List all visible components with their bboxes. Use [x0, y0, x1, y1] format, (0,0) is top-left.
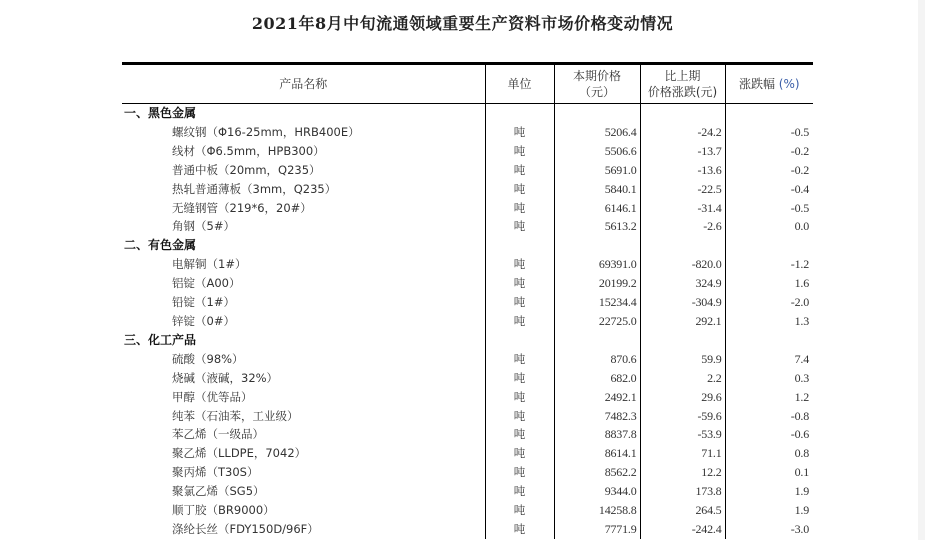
change-percent: 7.4 [725, 350, 813, 369]
change-percent: 0.1 [725, 463, 813, 482]
section-heading: 一、黑色金属 [124, 106, 197, 120]
current-price: 8837.8 [554, 425, 640, 444]
unit: 吨 [485, 407, 554, 426]
table-row [122, 388, 813, 407]
header-change-percent-label: 涨跌幅 [738, 77, 779, 91]
empty-cell [485, 331, 554, 350]
unit: 吨 [485, 123, 554, 142]
header-current-price-line1: 本期价格 [572, 69, 621, 83]
unit: 吨 [485, 350, 554, 369]
empty-cell [554, 236, 640, 255]
price-change: -13.6 [640, 161, 725, 180]
product-name: 螺纹钢（Φ16-25mm，HRB400E） [172, 124, 360, 139]
change-percent: -1.2 [725, 255, 813, 274]
current-price: 5506.6 [554, 142, 640, 161]
change-percent: 1.6 [725, 274, 813, 293]
table-row [122, 463, 813, 482]
product-name: 铅锭（1#） [172, 295, 235, 310]
unit: 吨 [485, 293, 554, 312]
unit: 吨 [485, 199, 554, 218]
unit: 吨 [485, 520, 554, 539]
product-name: 锌锭（0#） [172, 313, 235, 328]
current-price: 5691.0 [554, 161, 640, 180]
price-change: 71.1 [640, 444, 725, 463]
current-price: 20199.2 [554, 274, 640, 293]
current-price: 7482.3 [554, 407, 640, 426]
empty-cell [485, 236, 554, 255]
change-percent: -0.8 [725, 407, 813, 426]
current-price: 22725.0 [554, 312, 640, 331]
section-row [122, 236, 813, 255]
section-row [122, 104, 813, 123]
unit: 吨 [485, 255, 554, 274]
current-price: 5840.1 [554, 180, 640, 199]
price-change: 173.8 [640, 482, 725, 501]
price-change: 12.2 [640, 463, 725, 482]
price-change: -2.6 [640, 217, 725, 236]
price-change: -59.6 [640, 407, 725, 426]
empty-cell [725, 236, 813, 255]
empty-cell [640, 331, 725, 350]
table-row [122, 312, 813, 331]
product-name: 甲醇（优等品） [172, 389, 253, 404]
change-percent: -0.5 [725, 199, 813, 218]
price-change: 292.1 [640, 312, 725, 331]
current-price: 9344.0 [554, 482, 640, 501]
product-name: 电解铜（1#） [172, 257, 247, 272]
change-percent: 1.3 [725, 312, 813, 331]
page-title: 2021年8月中旬流通领域重要生产资料市场价格变动情况 [251, 14, 674, 33]
change-percent: -0.4 [725, 180, 813, 199]
current-price: 14258.8 [554, 501, 640, 520]
unit: 吨 [485, 501, 554, 520]
current-price: 8614.1 [554, 444, 640, 463]
price-change: 2.2 [640, 369, 725, 388]
unit: 吨 [485, 444, 554, 463]
price-change: 29.6 [640, 388, 725, 407]
unit: 吨 [485, 217, 554, 236]
empty-cell [725, 331, 813, 350]
table-row [122, 217, 813, 236]
change-percent: 1.2 [725, 388, 813, 407]
header-price-change-line1: 比上期 [664, 69, 701, 83]
price-change: -24.2 [640, 123, 725, 142]
empty-cell [554, 104, 640, 123]
table-row [122, 161, 813, 180]
header-change-percent [725, 64, 813, 104]
page-edge [918, 0, 925, 540]
price-change: -304.9 [640, 293, 725, 312]
unit: 吨 [485, 161, 554, 180]
change-percent: 1.9 [725, 501, 813, 520]
current-price: 5206.4 [554, 123, 640, 142]
change-percent: -0.2 [725, 142, 813, 161]
current-price: 8562.2 [554, 463, 640, 482]
empty-cell [725, 104, 813, 123]
unit: 吨 [485, 142, 554, 161]
table-row [122, 293, 813, 312]
change-percent: 0.8 [725, 444, 813, 463]
unit: 吨 [485, 482, 554, 501]
product-name: 顺丁胶（BR9000） [172, 503, 275, 518]
current-price: 15234.4 [554, 293, 640, 312]
table-row [122, 199, 813, 218]
table-row [122, 407, 813, 426]
change-percent: -0.5 [725, 123, 813, 142]
current-price: 682.0 [554, 369, 640, 388]
table-row [122, 142, 813, 161]
price-change: 59.9 [640, 350, 725, 369]
table-row [122, 520, 813, 539]
product-name: 普通中板（20mm，Q235） [172, 162, 321, 177]
unit: 吨 [485, 425, 554, 444]
product-name: 无缝钢管（219*6，20#） [172, 200, 312, 215]
header-change-percent-symbol: (%) [778, 77, 800, 91]
header-price-change-line2: 价格涨跌(元) [647, 85, 718, 99]
product-name: 聚丙烯（T30S） [172, 465, 259, 480]
table-row [122, 274, 813, 293]
unit: 吨 [485, 312, 554, 331]
unit: 吨 [485, 463, 554, 482]
table-row [122, 425, 813, 444]
empty-cell [640, 104, 725, 123]
change-percent: -0.2 [725, 161, 813, 180]
change-percent: 0.0 [725, 217, 813, 236]
product-name: 线材（Φ6.5mm，HPB300） [172, 143, 325, 158]
header-unit: 单位 [485, 64, 554, 104]
table-body [122, 104, 813, 539]
price-change: -22.5 [640, 180, 725, 199]
change-percent: -3.0 [725, 520, 813, 539]
current-price: 870.6 [554, 350, 640, 369]
section-row [122, 331, 813, 350]
table-row [122, 501, 813, 520]
product-name: 热轧普通薄板（3mm，Q235） [172, 181, 337, 196]
current-price: 7771.9 [554, 520, 640, 539]
unit: 吨 [485, 388, 554, 407]
product-name: 铝锭（A00） [172, 276, 241, 291]
price-change: -53.9 [640, 425, 725, 444]
table-row [122, 350, 813, 369]
table-row [122, 369, 813, 388]
product-name: 聚乙烯（LLDPE，7042） [172, 446, 307, 461]
current-price: 5613.2 [554, 217, 640, 236]
price-change: 264.5 [640, 501, 725, 520]
table-header-row [122, 64, 813, 104]
product-name: 纯苯（石油苯，工业级） [172, 408, 299, 423]
header-current-price [554, 64, 640, 104]
product-name: 硫酸（98%） [172, 351, 244, 366]
table-row [122, 444, 813, 463]
product-name: 烧碱（液碱，32%） [172, 370, 279, 385]
unit: 吨 [485, 369, 554, 388]
price-change: -13.7 [640, 142, 725, 161]
header-product-name: 产品名称 [122, 64, 485, 104]
change-percent: -2.0 [725, 293, 813, 312]
product-name: 角钢（5#） [172, 219, 235, 234]
price-change: -31.4 [640, 199, 725, 218]
price-change: 324.9 [640, 274, 725, 293]
section-heading: 二、有色金属 [124, 238, 197, 253]
header-price-change [640, 64, 725, 104]
price-change: -820.0 [640, 255, 725, 274]
current-price: 2492.1 [554, 388, 640, 407]
table-row [122, 180, 813, 199]
change-percent: -0.6 [725, 425, 813, 444]
current-price: 69391.0 [554, 255, 640, 274]
product-name: 涤纶长丝（FDY150D/96F） [172, 521, 319, 536]
table-row [122, 255, 813, 274]
price-change: -242.4 [640, 520, 725, 539]
change-percent: 1.9 [725, 482, 813, 501]
section-heading: 三、化工产品 [124, 332, 197, 347]
unit: 吨 [485, 180, 554, 199]
empty-cell [485, 104, 554, 123]
table-row [122, 482, 813, 501]
table-row [122, 123, 813, 142]
current-price: 6146.1 [554, 199, 640, 218]
product-name: 苯乙烯（一级品） [172, 427, 264, 442]
unit: 吨 [485, 274, 554, 293]
header-current-price-line2: （元） [578, 85, 615, 99]
empty-cell [554, 331, 640, 350]
price-table [122, 62, 813, 539]
product-name: 聚氯乙烯（SG5） [172, 484, 265, 499]
change-percent: 0.3 [725, 369, 813, 388]
empty-cell [640, 236, 725, 255]
